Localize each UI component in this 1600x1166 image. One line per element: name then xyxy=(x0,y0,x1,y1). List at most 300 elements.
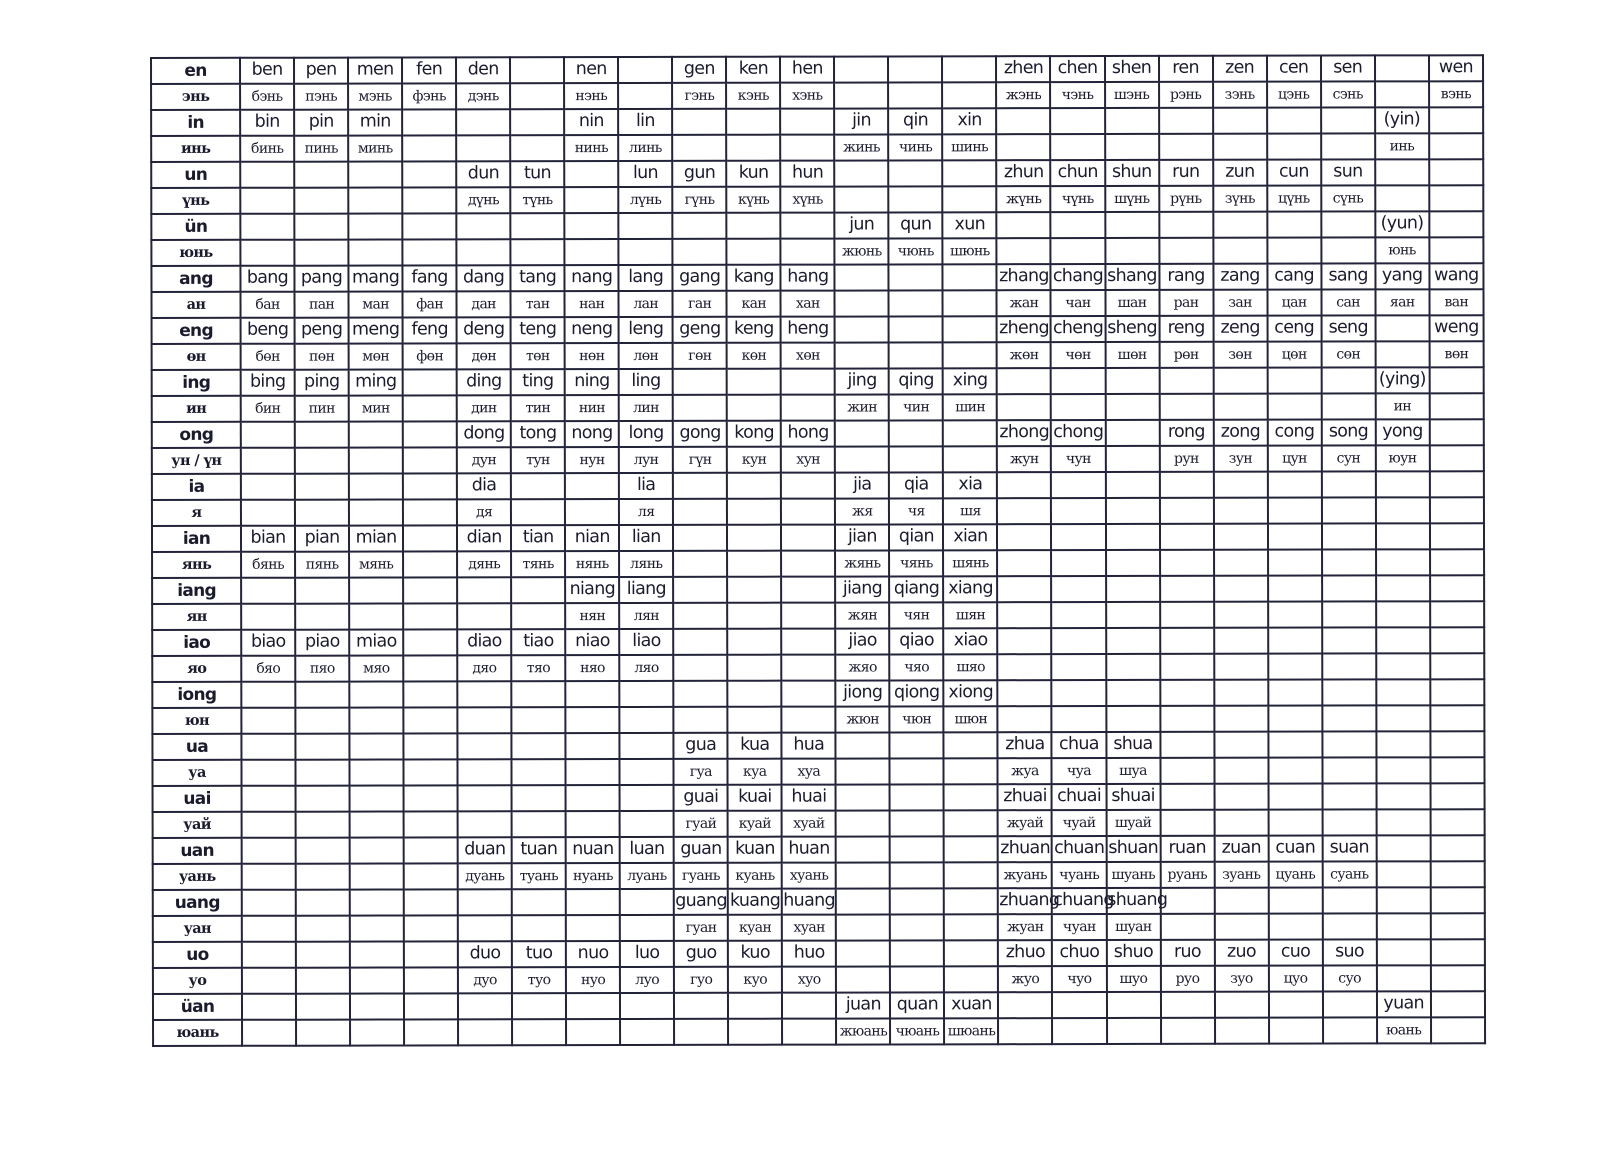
syllable-cell: cong xyxy=(1267,420,1321,446)
syllable-cell xyxy=(566,785,620,811)
syllable-cell xyxy=(348,239,402,265)
syllable-cell xyxy=(997,134,1051,160)
syllable-cell xyxy=(889,290,943,316)
syllable-cell: лянь xyxy=(619,551,673,577)
syllable-cell: бянь xyxy=(241,552,295,578)
syllable-cell: zong xyxy=(1213,420,1267,446)
syllable-cell xyxy=(294,162,348,188)
syllable-cell: чюн xyxy=(890,706,944,732)
syllable-cell: nen xyxy=(564,57,618,83)
syllable-cell: shuan xyxy=(1106,836,1160,862)
syllable-cell: фөн xyxy=(403,343,457,369)
syllable-cell xyxy=(457,681,511,707)
syllable-cell xyxy=(673,239,727,265)
syllable-cell: peng xyxy=(295,318,349,344)
syllable-cell xyxy=(1430,679,1484,705)
syllable-cell xyxy=(240,214,294,240)
syllable-cell xyxy=(1429,419,1483,445)
syllable-cell xyxy=(1376,653,1430,679)
syllable-cell xyxy=(890,862,944,888)
syllable-cell xyxy=(1429,211,1483,237)
syllable-cell xyxy=(458,811,512,837)
syllable-cell xyxy=(241,708,295,734)
syllable-cell: dia xyxy=(457,473,511,499)
syllable-cell: ruo xyxy=(1160,940,1214,966)
syllable-cell: shuang xyxy=(1106,888,1160,914)
syllable-cell xyxy=(836,784,890,810)
syllable-cell xyxy=(1213,134,1267,160)
syllable-cell: suan xyxy=(1322,835,1376,861)
syllable-cell: тан xyxy=(511,291,565,317)
syllable-cell xyxy=(1322,575,1376,601)
cyrillic-row xyxy=(152,393,1484,422)
syllable-cell: гуай xyxy=(674,811,728,837)
syllable-cell xyxy=(1051,134,1105,160)
syllable-cell xyxy=(835,186,889,212)
syllable-cell: чинь xyxy=(889,134,943,160)
syllable-cell xyxy=(1105,394,1159,420)
syllable-cell xyxy=(620,915,674,941)
syllable-cell: пяо xyxy=(295,656,349,682)
syllable-cell xyxy=(728,707,782,733)
syllable-cell xyxy=(404,889,458,915)
syllable-cell: шуо xyxy=(1106,966,1160,992)
syllable-cell: pin xyxy=(294,110,348,136)
syllable-cell xyxy=(458,759,512,785)
syllable-cell: зүнь xyxy=(1213,186,1267,212)
syllable-cell xyxy=(404,759,458,785)
syllable-cell xyxy=(1376,601,1430,627)
syllable-cell xyxy=(1376,835,1430,861)
syllable-cell xyxy=(1106,992,1160,1018)
syllable-cell xyxy=(242,942,296,968)
syllable-cell: kuo xyxy=(728,941,782,967)
syllable-cell xyxy=(997,368,1051,394)
syllable-cell xyxy=(1214,576,1268,602)
syllable-cell xyxy=(404,837,458,863)
syllable-cell xyxy=(620,993,674,1019)
syllable-cell xyxy=(1430,731,1484,757)
syllable-cell: хөн xyxy=(781,343,835,369)
syllable-cell xyxy=(727,499,781,525)
syllable-cell xyxy=(673,629,727,655)
syllable-cell: дан xyxy=(457,291,511,317)
syllable-cell: дуо xyxy=(458,967,512,993)
syllable-cell xyxy=(1160,680,1214,706)
final-label-cell: уа xyxy=(152,760,241,786)
syllable-cell: rong xyxy=(1159,420,1213,446)
syllable-cell: жүнь xyxy=(997,186,1051,212)
syllable-cell: нун xyxy=(565,447,619,473)
syllable-cell xyxy=(1160,550,1214,576)
syllable-cell xyxy=(1215,992,1269,1018)
syllable-cell xyxy=(1376,705,1430,731)
syllable-cell: ren xyxy=(1159,56,1213,82)
syllable-cell: zuan xyxy=(1214,836,1268,862)
cyrillic-row xyxy=(151,237,1483,266)
final-label-cell: уань xyxy=(153,864,242,890)
syllable-cell xyxy=(944,966,998,992)
syllable-cell: dang xyxy=(457,265,511,291)
syllable-cell xyxy=(1213,238,1267,264)
syllable-cell: жуай xyxy=(998,810,1052,836)
syllable-cell: ruan xyxy=(1160,836,1214,862)
syllable-cell xyxy=(1106,628,1160,654)
syllable-cell: шуа xyxy=(1106,758,1160,784)
syllable-cell xyxy=(296,994,350,1020)
syllable-cell xyxy=(1106,576,1160,602)
syllable-cell: cuan xyxy=(1268,836,1322,862)
syllable-cell xyxy=(349,681,403,707)
syllable-cell: ting xyxy=(511,369,565,395)
syllable-cell: руань xyxy=(1160,862,1214,888)
syllable-cell xyxy=(402,135,456,161)
syllable-cell xyxy=(1267,212,1321,238)
syllable-cell: тун xyxy=(511,447,565,473)
syllable-cell xyxy=(836,914,890,940)
syllable-cell: guan xyxy=(674,837,728,863)
syllable-cell: pen xyxy=(294,58,348,84)
syllable-cell xyxy=(943,186,997,212)
syllable-cell: nuan xyxy=(566,837,620,863)
syllable-cell: mang xyxy=(348,265,402,291)
syllable-cell: kua xyxy=(728,733,782,759)
syllable-cell xyxy=(1321,237,1375,263)
syllable-cell xyxy=(1322,601,1376,627)
syllable-cell: mian xyxy=(349,525,403,551)
syllable-cell xyxy=(1321,133,1375,159)
syllable-cell xyxy=(781,551,835,577)
syllable-cell: дянь xyxy=(457,551,511,577)
syllable-cell xyxy=(782,993,836,1019)
cyrillic-row xyxy=(151,185,1483,214)
syllable-cell: мяо xyxy=(349,655,403,681)
syllable-cell xyxy=(1375,81,1429,107)
syllable-cell xyxy=(1107,1018,1161,1044)
cyrillic-row xyxy=(152,549,1484,578)
syllable-cell xyxy=(241,734,295,760)
syllable-cell xyxy=(836,966,890,992)
syllable-cell xyxy=(512,707,566,733)
syllable-cell xyxy=(1322,653,1376,679)
syllable-cell xyxy=(296,760,350,786)
syllable-cell xyxy=(834,56,888,82)
syllable-cell: хуо xyxy=(782,967,836,993)
syllable-cell: шюн xyxy=(944,706,998,732)
syllable-cell xyxy=(1375,315,1429,341)
final-label-cell: өн xyxy=(152,344,241,370)
syllable-cell xyxy=(1430,913,1484,939)
syllable-cell xyxy=(242,968,296,994)
syllable-cell xyxy=(1430,861,1484,887)
syllable-cell xyxy=(1160,732,1214,758)
syllable-cell xyxy=(943,264,997,290)
syllable-cell xyxy=(944,732,998,758)
syllable-cell: ля xyxy=(619,499,673,525)
syllable-cell: хуань xyxy=(782,863,836,889)
syllable-cell xyxy=(1429,159,1483,185)
cyrillic-row xyxy=(153,965,1485,994)
cyrillic-row xyxy=(153,861,1485,890)
syllable-cell xyxy=(240,162,294,188)
syllable-cell: суо xyxy=(1323,965,1377,991)
syllable-cell xyxy=(1375,55,1429,81)
syllable-cell xyxy=(782,707,836,733)
pinyin-row xyxy=(152,679,1484,708)
syllable-cell xyxy=(620,733,674,759)
syllable-cell xyxy=(296,1020,350,1046)
syllable-cell xyxy=(728,1019,782,1045)
syllable-cell: кун xyxy=(727,447,781,473)
syllable-cell xyxy=(1267,472,1321,498)
syllable-cell xyxy=(727,239,781,265)
syllable-cell xyxy=(511,239,565,265)
syllable-cell: лөн xyxy=(619,343,673,369)
syllable-cell xyxy=(1106,654,1160,680)
syllable-cell: nuo xyxy=(566,941,620,967)
syllable-cell: ван xyxy=(1429,289,1483,315)
syllable-cell: xun xyxy=(943,212,997,238)
syllable-cell: qun xyxy=(889,212,943,238)
syllable-cell: шин xyxy=(943,394,997,420)
syllable-cell xyxy=(1376,861,1430,887)
syllable-cell xyxy=(620,889,674,915)
syllable-cell xyxy=(1375,341,1429,367)
syllable-cell: бинь xyxy=(240,136,294,162)
syllable-cell: tong xyxy=(511,421,565,447)
syllable-cell: жюн xyxy=(836,706,890,732)
syllable-cell xyxy=(565,213,619,239)
syllable-cell xyxy=(296,812,350,838)
syllable-cell xyxy=(1214,680,1268,706)
final-label-cell: юань xyxy=(153,1020,242,1046)
syllable-cell xyxy=(998,576,1052,602)
syllable-cell: цүнь xyxy=(1267,186,1321,212)
syllable-cell: шюнь xyxy=(943,238,997,264)
syllable-cell: жуа xyxy=(998,758,1052,784)
syllable-cell: zheng xyxy=(997,316,1051,342)
syllable-cell xyxy=(889,160,943,186)
syllable-cell: xian xyxy=(943,524,997,550)
syllable-cell xyxy=(295,578,349,604)
syllable-cell: yang xyxy=(1375,263,1429,289)
syllable-cell: diao xyxy=(457,629,511,655)
syllable-cell: жинь xyxy=(835,134,889,160)
syllable-cell: гүнь xyxy=(673,187,727,213)
syllable-cell xyxy=(998,706,1052,732)
final-label-cell: ong xyxy=(152,422,241,448)
syllable-cell: rang xyxy=(1159,264,1213,290)
syllable-cell: song xyxy=(1321,419,1375,445)
syllable-cell xyxy=(944,940,998,966)
syllable-cell xyxy=(564,161,618,187)
syllable-cell: цан xyxy=(1267,290,1321,316)
syllable-cell: cen xyxy=(1267,56,1321,82)
syllable-cell: chuo xyxy=(1052,940,1106,966)
syllable-cell xyxy=(511,473,565,499)
syllable-cell: рун xyxy=(1159,446,1213,472)
syllable-cell: geng xyxy=(673,317,727,343)
syllable-cell xyxy=(1214,706,1268,732)
syllable-cell xyxy=(1213,472,1267,498)
syllable-cell: jing xyxy=(835,368,889,394)
syllable-cell xyxy=(241,682,295,708)
syllable-cell: гуо xyxy=(674,967,728,993)
syllable-cell xyxy=(403,603,457,629)
syllable-cell: бан xyxy=(240,292,294,318)
syllable-cell xyxy=(1106,550,1160,576)
syllable-cell: hong xyxy=(781,421,835,447)
syllable-cell: qiao xyxy=(890,628,944,654)
syllable-cell: бэнь xyxy=(240,84,294,110)
syllable-cell: линь xyxy=(618,135,672,161)
syllable-cell: чуан xyxy=(1052,914,1106,940)
syllable-cell xyxy=(1431,939,1485,965)
syllable-cell xyxy=(404,967,458,993)
syllable-cell xyxy=(1160,810,1214,836)
syllable-cell xyxy=(1052,550,1106,576)
syllable-cell: xia xyxy=(943,472,997,498)
syllable-cell xyxy=(727,213,781,239)
pinyin-row xyxy=(153,991,1485,1020)
syllable-cell: жянь xyxy=(835,550,889,576)
syllable-cell: (yun) xyxy=(1375,211,1429,237)
syllable-cell xyxy=(835,316,889,342)
syllable-cell xyxy=(457,239,511,265)
syllable-cell: liang xyxy=(619,577,673,603)
syllable-cell xyxy=(1430,757,1484,783)
syllable-cell xyxy=(943,316,997,342)
syllable-cell xyxy=(349,707,403,733)
final-label-cell: уо xyxy=(153,968,242,994)
syllable-cell xyxy=(1321,211,1375,237)
syllable-cell xyxy=(672,135,726,161)
syllable-cell xyxy=(295,500,349,526)
syllable-cell: нэнь xyxy=(564,83,618,109)
syllable-cell xyxy=(1375,159,1429,185)
syllable-cell xyxy=(780,109,834,135)
syllable-cell: зуань xyxy=(1214,862,1268,888)
syllable-cell xyxy=(565,681,619,707)
syllable-cell xyxy=(1052,628,1106,654)
syllable-cell xyxy=(404,785,458,811)
syllable-cell xyxy=(1105,446,1159,472)
syllable-cell: ин xyxy=(1375,393,1429,419)
pinyin-row xyxy=(152,315,1484,344)
syllable-cell: dun xyxy=(456,161,510,187)
syllable-cell xyxy=(1376,497,1430,523)
syllable-cell xyxy=(296,890,350,916)
syllable-cell xyxy=(1052,1018,1106,1044)
syllable-cell: guai xyxy=(674,785,728,811)
syllable-cell xyxy=(348,213,402,239)
syllable-cell xyxy=(1430,627,1484,653)
syllable-cell: shun xyxy=(1105,160,1159,186)
syllable-cell: liao xyxy=(619,629,673,655)
syllable-cell: chua xyxy=(1052,732,1106,758)
syllable-cell xyxy=(726,135,780,161)
syllable-cell: зун xyxy=(1213,446,1267,472)
syllable-cell xyxy=(349,421,403,447)
syllable-cell xyxy=(1431,965,1485,991)
syllable-cell xyxy=(1213,108,1267,134)
syllable-cell xyxy=(1160,602,1214,628)
syllable-cell xyxy=(1430,471,1484,497)
syllable-cell xyxy=(294,188,348,214)
syllable-cell: гөн xyxy=(673,343,727,369)
syllable-cell: yuan xyxy=(1377,991,1431,1017)
syllable-cell: хун xyxy=(781,447,835,473)
syllable-cell: suo xyxy=(1322,939,1376,965)
syllable-cell xyxy=(1268,888,1322,914)
syllable-cell xyxy=(1159,134,1213,160)
syllable-cell: jian xyxy=(835,524,889,550)
syllable-cell: qiong xyxy=(890,680,944,706)
syllable-cell xyxy=(1376,523,1430,549)
syllable-cell xyxy=(1376,627,1430,653)
syllable-cell xyxy=(1268,550,1322,576)
syllable-cell: zen xyxy=(1213,56,1267,82)
syllable-cell: мэнь xyxy=(348,83,402,109)
syllable-cell xyxy=(350,863,404,889)
syllable-cell: sun xyxy=(1321,159,1375,185)
syllable-cell: лан xyxy=(619,291,673,317)
syllable-cell xyxy=(350,759,404,785)
syllable-cell xyxy=(674,707,728,733)
pinyin-row xyxy=(152,731,1484,760)
syllable-cell: инь xyxy=(1375,133,1429,159)
syllable-cell: рүнь xyxy=(1159,186,1213,212)
syllable-cell: куа xyxy=(728,759,782,785)
syllable-cell: lia xyxy=(619,473,673,499)
syllable-cell: цуань xyxy=(1268,862,1322,888)
syllable-cell xyxy=(403,681,457,707)
syllable-cell: зэнь xyxy=(1213,82,1267,108)
syllable-cell: бин xyxy=(241,396,295,422)
final-label-cell: iang xyxy=(152,578,241,604)
syllable-cell: луо xyxy=(620,967,674,993)
syllable-cell xyxy=(1105,472,1159,498)
syllable-cell xyxy=(403,421,457,447)
syllable-cell xyxy=(836,758,890,784)
syllable-cell: quan xyxy=(890,992,944,1018)
syllable-cell: run xyxy=(1159,160,1213,186)
syllable-cell xyxy=(834,82,888,108)
final-label-cell: en xyxy=(151,58,240,84)
final-label-cell: ang xyxy=(151,266,240,292)
cyrillic-row xyxy=(152,341,1484,370)
syllable-cell: jun xyxy=(835,212,889,238)
syllable-cell: hen xyxy=(780,57,834,83)
syllable-cell: zuo xyxy=(1214,940,1268,966)
syllable-cell: шуан xyxy=(1106,914,1160,940)
syllable-cell xyxy=(294,240,348,266)
syllable-cell xyxy=(350,785,404,811)
final-label-cell: ing xyxy=(152,370,241,396)
syllable-cell xyxy=(1214,758,1268,784)
syllable-cell: jiao xyxy=(836,628,890,654)
syllable-cell xyxy=(727,603,781,629)
syllable-cell xyxy=(781,395,835,421)
syllable-cell xyxy=(1214,810,1268,836)
syllable-cell xyxy=(512,759,566,785)
syllable-cell: fen xyxy=(402,57,456,83)
syllable-cell xyxy=(565,239,619,265)
syllable-cell: shen xyxy=(1105,56,1159,82)
final-label-cell: uai xyxy=(153,786,242,812)
syllable-cell xyxy=(1105,238,1159,264)
syllable-cell xyxy=(350,889,404,915)
